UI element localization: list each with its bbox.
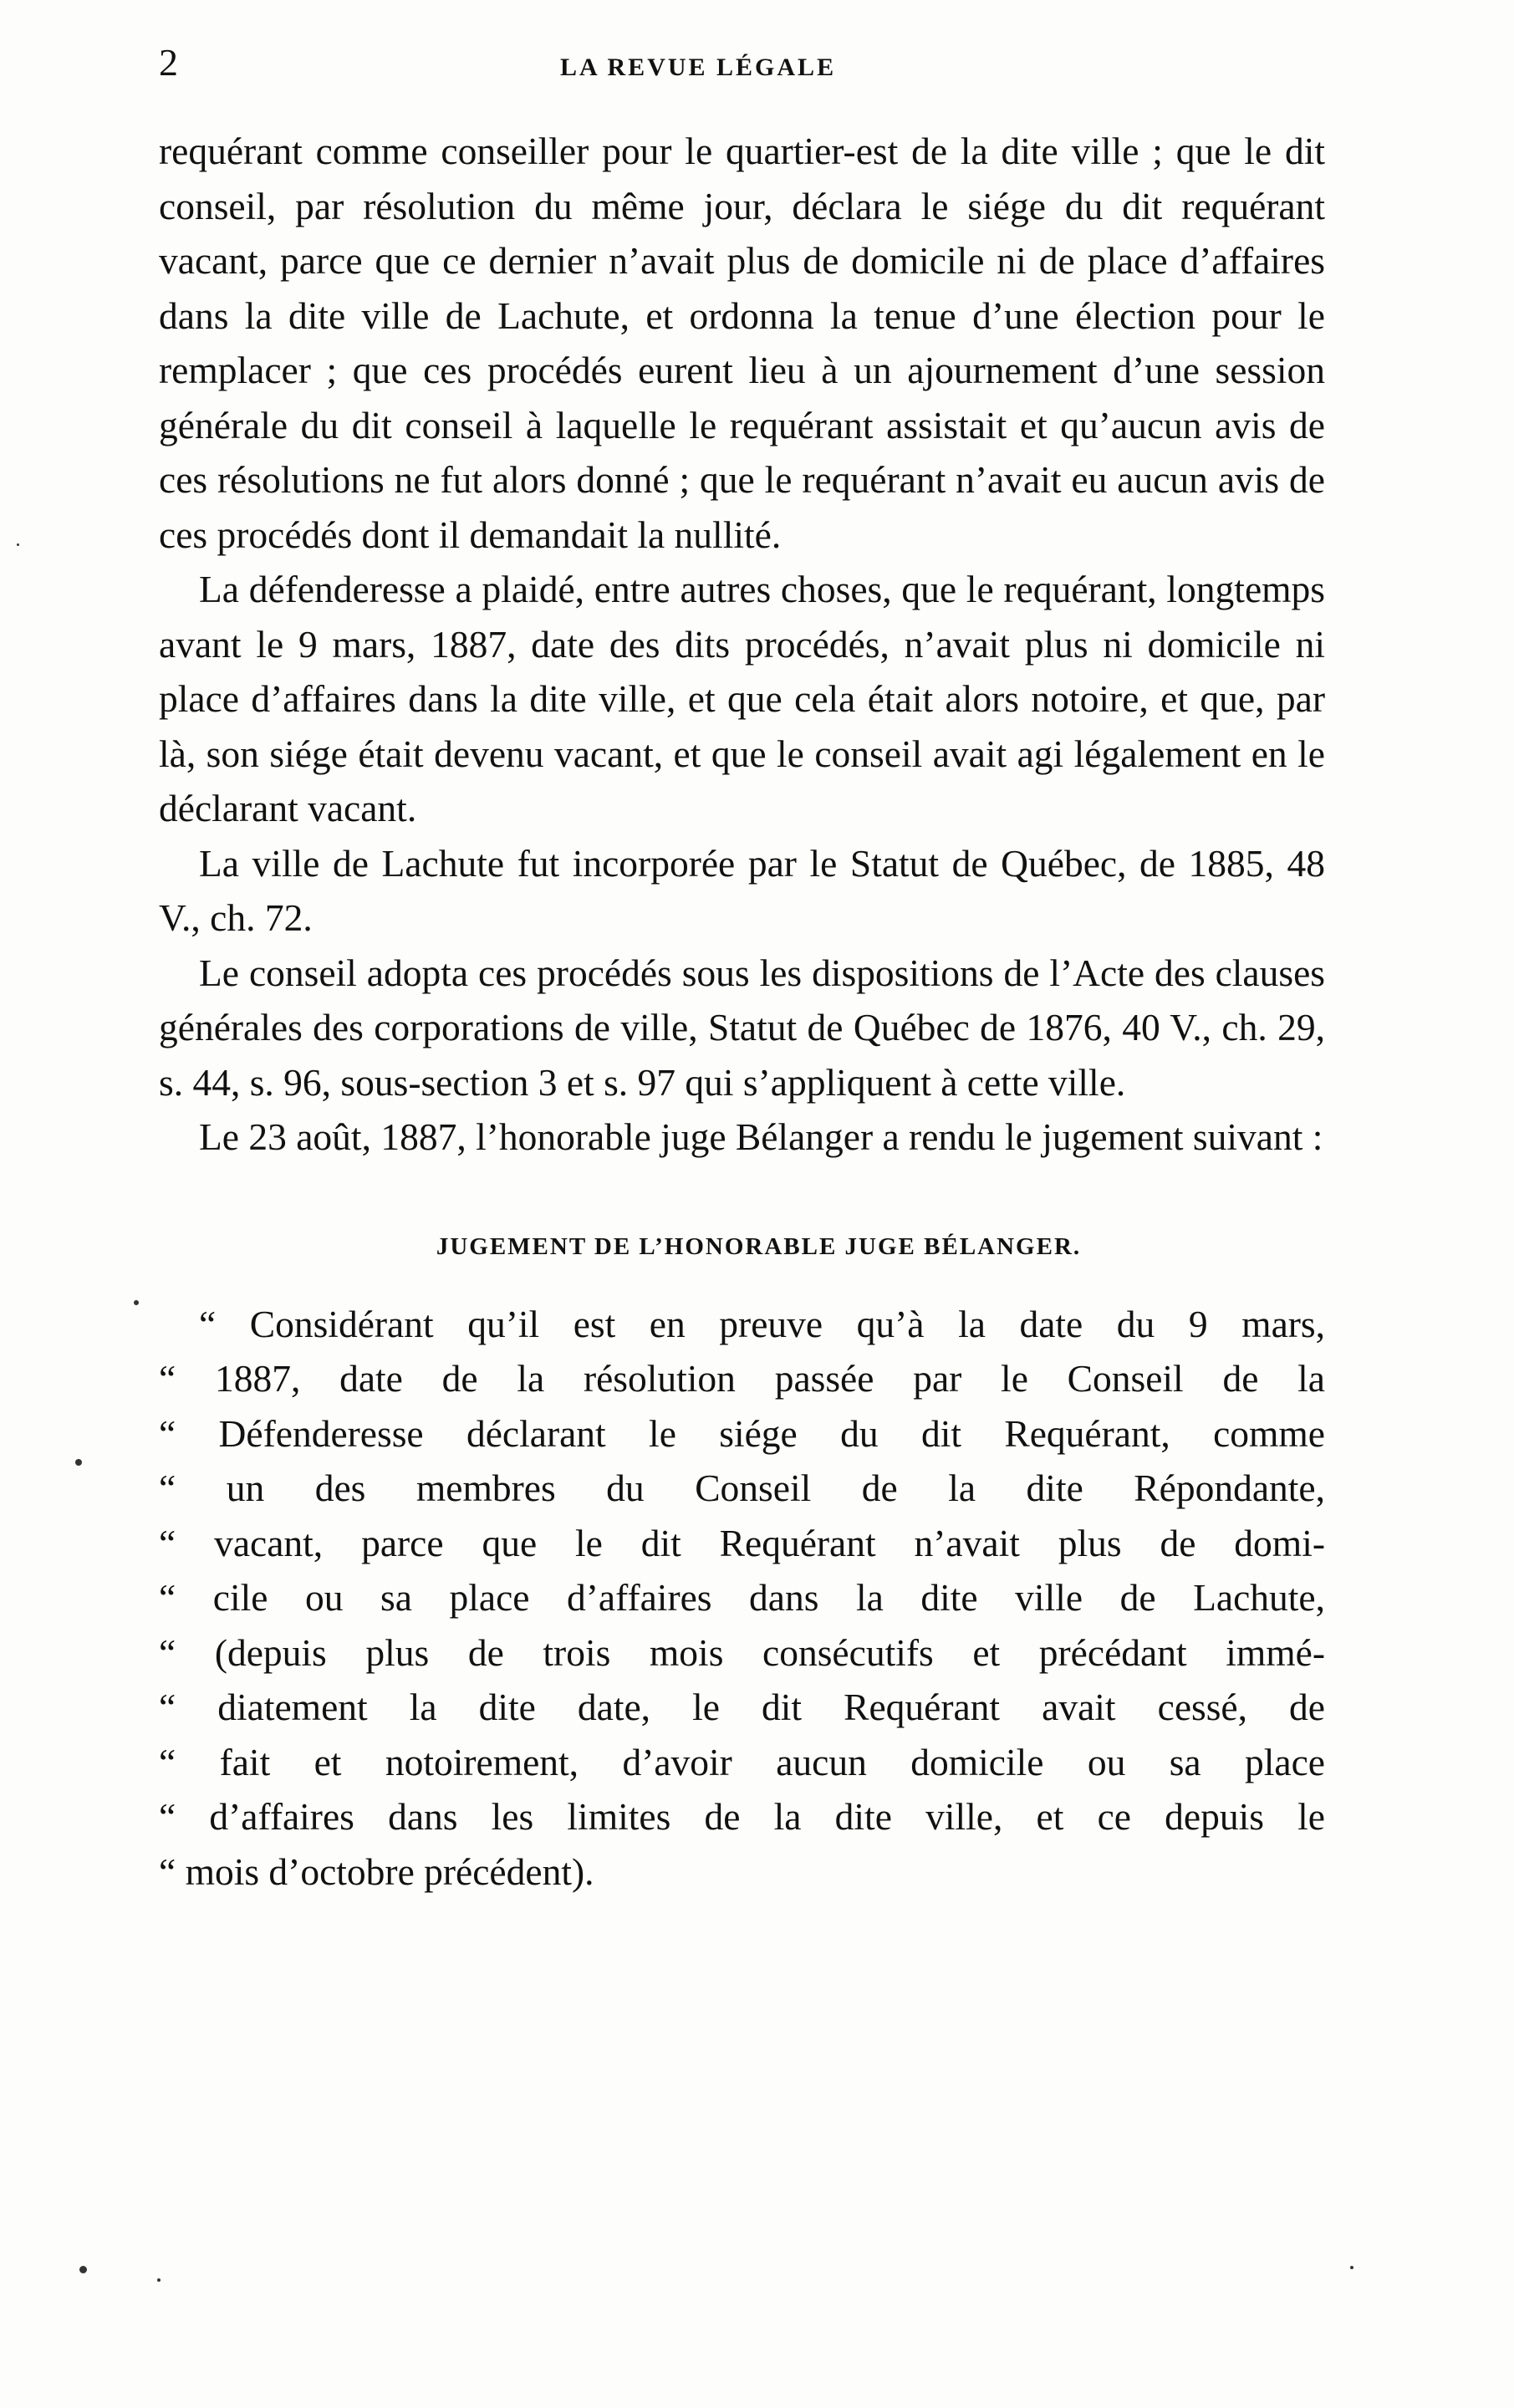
- quote-line: “ fait et notoirement, d’avoir aucun domicile ou sa place: [159, 1740, 1325, 1783]
- running-head: [159, 40, 1329, 99]
- judgment-quote: [159, 1297, 1325, 1900]
- quote-line: “ mois d’octobre précédent).: [159, 1849, 594, 1893]
- scan-speck: [75, 1459, 82, 1466]
- paragraph-5: Le 23 août, 1887, l’honorable juge Bélanger a rendu le jugement suivant :: [199, 1115, 1323, 1158]
- page-number: 2: [159, 41, 178, 84]
- journal-title: LA REVUE LÉGALE: [560, 54, 837, 81]
- body-text: [159, 124, 1325, 1899]
- scan-speck: [79, 2266, 87, 2273]
- quote-line: “ cile ou sa place d’affaires dans la dite ville de Lachute,: [159, 1576, 1325, 1619]
- scan-speck: [1350, 2266, 1353, 2269]
- scan-speck: [134, 1300, 139, 1305]
- paragraph-4: Le conseil adopta ces procédés sous les dispositions de l’Acte des clauses générales des corporations de ville, Statut de Québec de 1876, 40 V., ch. 29, s. 44, s. 96, sous-section 3 et s. 97 qui s’appliquent à cette ville.: [159, 951, 1325, 1104]
- paragraph-3: La ville de Lachute fut incorporée par le Statut de Québec, de 1885, 48 V., ch. 72.: [159, 841, 1325, 939]
- quote-line: “ un des membres du Conseil de la dite Répondante,: [159, 1467, 1325, 1509]
- scan-speck: [17, 543, 19, 546]
- paragraph-1: requérant comme conseiller pour le quartier-est de la dite ville ; que le dit conseil, par résolution du même jour, déclara le siége du dit requérant vacant, parce que ce dernier n’avait plus de domicile ni de place d’affaires dans la dite ville de Lachute, et ordonna la tenue d’une élection pour le remplacer ; que ces procédés eurent lieu à un ajournement d’une session générale du dit conseil à laquelle le requérant assistait et qu’aucun avis de ces résolutions ne fut alors donné ; que le requérant n’avait eu aucun avis de ces procédés dont il demandait la nullité.: [159, 130, 1325, 556]
- scan-speck: [157, 2278, 161, 2282]
- quote-line: “ Considérant qu’il est en preuve qu’à la date du 9 mars,: [199, 1302, 1325, 1345]
- quote-line: “ diatement la dite date, le dit Requérant avait cessé, de: [159, 1686, 1325, 1728]
- quote-line: “ d’affaires dans les limites de la dite ville, et ce depuis le: [159, 1795, 1325, 1838]
- paragraph-2: La défenderesse a plaidé, entre autres choses, que le requérant, longtemps avant le 9 mars, 1887, date des dits procédés, n’avait plus ni domicile ni place d’affaires dans la dite ville, et que cela était alors notoire, et que, par là, son siége était devenu vacant, et que le conseil avait agi légalement en le déclarant vacant.: [159, 568, 1325, 829]
- quote-line: “ vacant, parce que le dit Requérant n’avait plus de domi-: [159, 1521, 1325, 1564]
- quote-line: “ (depuis plus de trois mois consécutifs et précédant immé-: [159, 1630, 1325, 1674]
- section-heading: JUGEMENT DE L’HONORABLE JUGE BÉLANGER.: [436, 1232, 1082, 1260]
- quote-line: “ 1887, date de la résolution passée par le Conseil de la: [159, 1357, 1325, 1400]
- quote-line: “ Défenderesse déclarant le siége du dit Requérant, comme: [159, 1411, 1325, 1455]
